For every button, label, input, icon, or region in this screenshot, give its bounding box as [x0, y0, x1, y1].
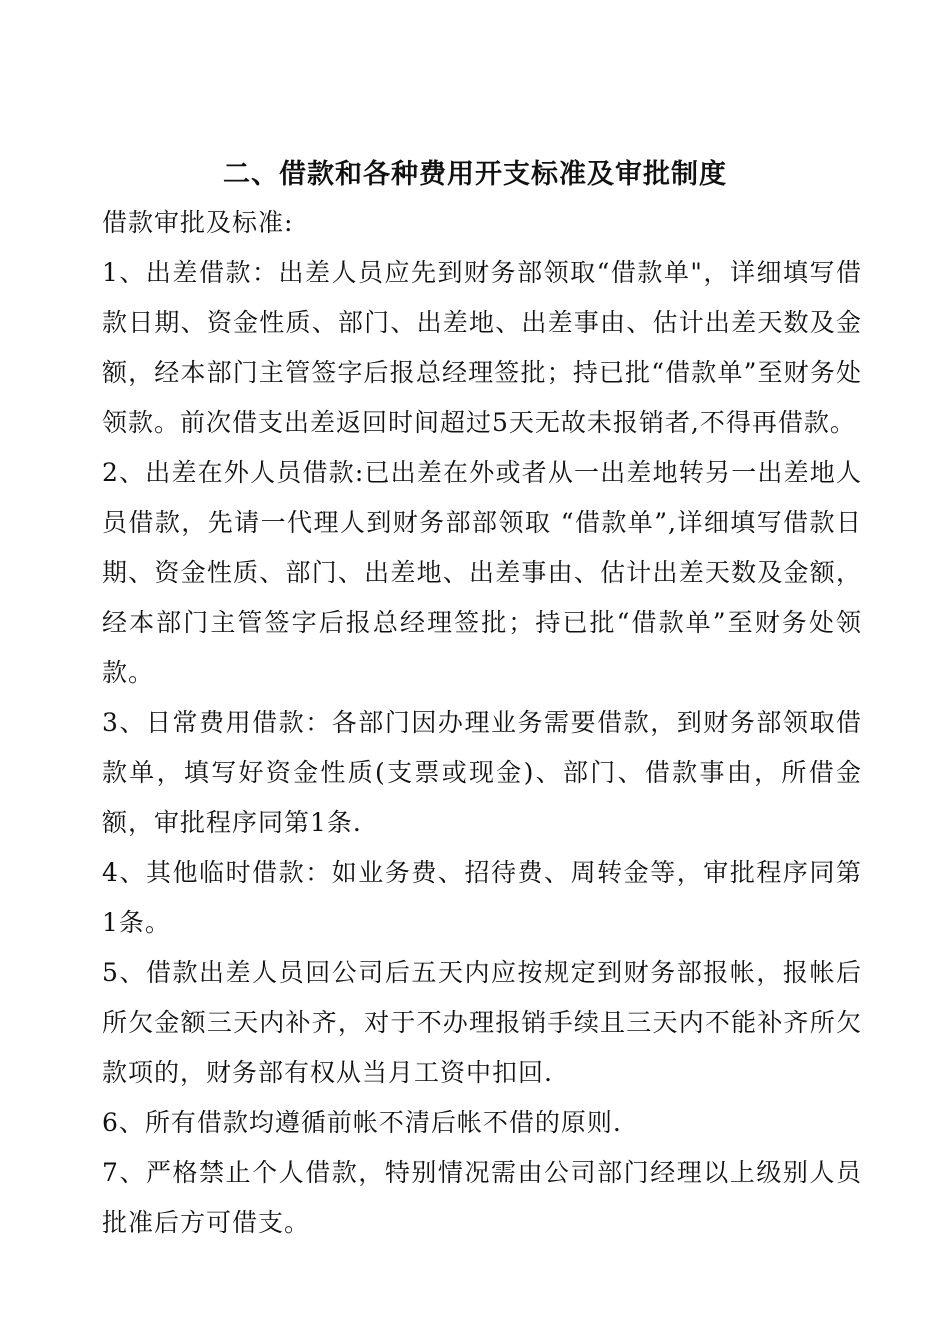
paragraph-1: 1、出差借款：出差人员应先到财务部领取“借款单"，详细填写借款日期、资金性质、部门、出差地、出差事由、估计出差天数及金额，经本部门主管签字后报总经理签批；持已批“借款单”至财务处领款。前次借支出差返回时间超过5天无故未报销者,不得再借款。: [102, 258, 862, 437]
section-subtitle: 借款审批及标准:: [102, 208, 294, 237]
paragraph-2: 2、出差在外人员借款:已出差在外或者从一出差地转另一出差地人员借款，先请一代理人到财务部部领取 “借款单”,详细填写借款日期、资金性质、部门、出差地、出差事由、估计出差天数及金额，经本部门主管签字后报总经理签批；持已批“借款单”至财务处领款。: [102, 458, 862, 687]
paragraph-3: 3、日常费用借款：各部门因办理业务需要借款，到财务部领取借款单，填写好资金性质(支票或现金)、部门、借款事由，所借金额，审批程序同第1条.: [102, 708, 862, 837]
paragraph-7: 7、严格禁止个人借款，特别情况需由公司部门经理以上级别人员批准后方可借支。: [102, 1158, 862, 1237]
paragraph-4: 4、其他临时借款：如业务费、招待费、周转金等，审批程序同第1条。: [102, 858, 862, 937]
document-title: 二、借款和各种费用开支标准及审批制度: [223, 159, 727, 190]
paragraph-5: 5、借款出差人员回公司后五天内应按规定到财务部报帐，报帐后所欠金额三天内补齐，对于不办理报销手续且三天内不能补齐所欠款项的，财务部有权从当月工资中扣回.: [102, 958, 862, 1087]
paragraph-6: 6、所有借款均遵循前帐不清后帐不借的原则.: [102, 1108, 622, 1137]
document-body: [102, 198, 862, 1248]
